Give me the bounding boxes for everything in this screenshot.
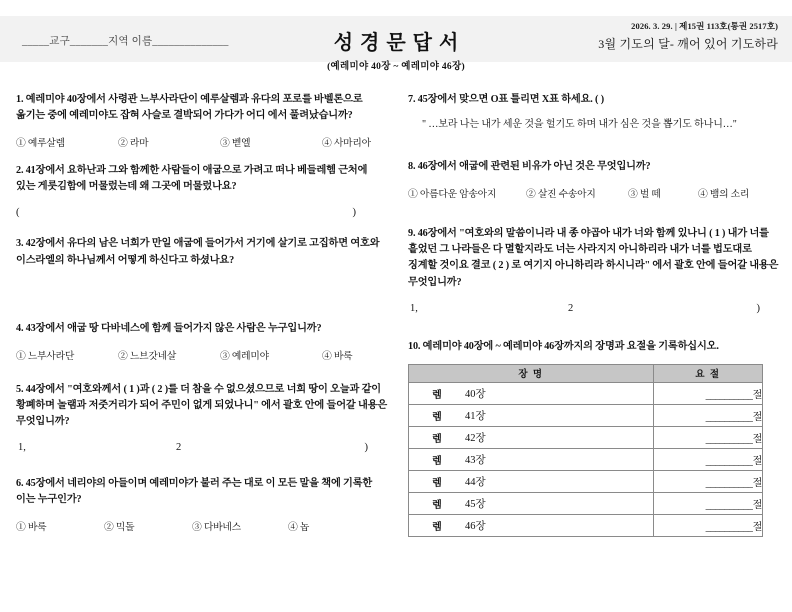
question-6-choice-1[interactable]: ① 바룩: [16, 522, 47, 534]
table-cell-chapter[interactable]: [409, 426, 654, 448]
table-cell-chapter-number: 42장: [465, 432, 486, 444]
page-subtitle-scripture-range: (예레미야 40장 ~ 예레미야 46장): [327, 62, 465, 72]
question-5: [16, 382, 388, 456]
question-6-choice-3[interactable]: ③ 다바네스: [192, 522, 241, 534]
question-5-answer-field[interactable]: [16, 442, 368, 456]
question-6-text: 6. 45장에서 네리야의 아들이며 예레미야가 불러 주는 대로 이 모든 말을 책에 기록한 이는 누구인가?: [16, 478, 373, 506]
question-6-choice-2[interactable]: ② 믹돌: [104, 522, 135, 534]
table-cell-verse-blank[interactable]: __________절: [654, 492, 763, 514]
student-info-fields: _____교구_______지역 이름______________: [22, 36, 229, 47]
issue-metadata: [598, 20, 778, 52]
table-row: [409, 448, 763, 470]
right-question-column: [408, 92, 780, 541]
table-row: [409, 382, 763, 404]
question-8-choice-2[interactable]: ② 살진 수송아지: [526, 189, 596, 201]
question-2-paren-close: ): [352, 207, 356, 219]
question-7-scripture-quote: " …보라 나는 내가 세운 것을 헐기도 하며 내가 심은 것을 뽑기도 하나니…": [422, 119, 737, 131]
question-8: [408, 159, 780, 200]
page-header: [0, 0, 792, 80]
table-cell-chapter-number: 44장: [465, 476, 486, 488]
chapter-verse-table-wrapper: [408, 364, 780, 537]
table-cell-verse-blank[interactable]: __________절: [654, 382, 763, 404]
table-header-key-verse: 요 절: [654, 364, 763, 382]
table-row: [409, 426, 763, 448]
question-4-text: 4. 43장에서 애굽 땅 다바네스에 함께 들어가지 않은 사람은 누구입니까?: [16, 322, 322, 334]
question-1-choice-2[interactable]: ② 라마: [118, 138, 149, 150]
question-5-blank-2: 2: [176, 442, 182, 454]
table-cell-book-abbrev: 렘: [432, 521, 442, 533]
question-2-paren-open: (: [16, 207, 20, 219]
question-6: [16, 476, 388, 533]
table-cell-chapter-number: 45장: [465, 498, 486, 510]
table-cell-verse-blank[interactable]: __________절: [654, 470, 763, 492]
question-9-paren-close: ): [756, 302, 760, 314]
table-cell-verse-blank[interactable]: __________절: [654, 404, 763, 426]
question-9-text: 9. 46장에서 "여호와의 말씀이니라 내 종 야곱아 내가 너와 함께 있나니 ( 1 ) 내가 너를 흩었던 그 나라들은 다 멸할지라도 너는 사라지지 아니하리라 내가 너를 법도대로 징계할 것이요 결코 ( 2 ) 로 여기지 아니하리라 하시니라" 에서 괄호 안에 들어갈 내용은 무엇입니까?: [408, 228, 779, 288]
table-cell-book-abbrev: 렘: [432, 411, 442, 423]
table-cell-chapter-number: 41장: [465, 410, 486, 422]
question-3: [16, 236, 388, 268]
issue-date-and-number: 2026. 3. 29. | 제15권 113호(통권 2517호): [631, 21, 778, 31]
table-row: [409, 492, 763, 514]
table-cell-verse-blank[interactable]: __________절: [654, 514, 763, 536]
table-cell-verse-blank[interactable]: __________절: [654, 448, 763, 470]
table-cell-chapter[interactable]: [409, 492, 654, 514]
table-row: [409, 404, 763, 426]
question-9: [408, 226, 780, 316]
question-8-choice-4[interactable]: ④ 뱀의 소리: [698, 189, 750, 201]
question-9-blank-1: 1,: [410, 302, 418, 314]
question-7: [408, 92, 780, 133]
question-4-choice-1[interactable]: ① 느부사라단: [16, 350, 75, 362]
question-7-text: 7. 45장에서 맞으면 O표 틀리면 X표 하세요. ( ): [408, 94, 604, 105]
question-1-choices: [16, 135, 388, 149]
question-5-blank-1: 1,: [18, 442, 26, 454]
question-1-choice-4[interactable]: ④ 사마리아: [322, 138, 371, 150]
question-4-choice-2[interactable]: ② 느브갓네살: [118, 350, 177, 362]
table-cell-book-abbrev: 렘: [432, 499, 442, 511]
table-header-chapter-name: 장 명: [409, 364, 654, 382]
question-10: [408, 339, 780, 537]
question-8-choice-1[interactable]: ① 아름다운 암송아지: [408, 189, 497, 201]
table-cell-chapter[interactable]: [409, 470, 654, 492]
table-cell-book-abbrev: 렘: [432, 433, 442, 445]
table-cell-chapter-number: 40장: [465, 388, 486, 400]
question-2-answer-field[interactable]: [16, 207, 356, 218]
question-4-choices: [16, 348, 388, 362]
table-cell-chapter[interactable]: [409, 448, 654, 470]
question-4-choice-3[interactable]: ③ 예레미야: [220, 350, 269, 362]
table-cell-verse-blank[interactable]: __________절: [654, 426, 763, 448]
question-2: [16, 163, 388, 218]
table-cell-book-abbrev: 렘: [432, 389, 442, 401]
table-body: [409, 382, 763, 536]
table-cell-book-abbrev: 렘: [432, 455, 442, 467]
question-2-text: 2. 41장에서 요하난과 그와 함께한 사람들이 애굽으로 가려고 떠나 베들레헴 근처에 있는 게룻김함에 머물렀는데 왜 그곳에 머물렀나요?: [16, 165, 368, 193]
table-cell-chapter-number: 43장: [465, 454, 486, 466]
question-1-choice-3[interactable]: ③ 벧엘: [220, 138, 251, 150]
table-cell-chapter[interactable]: [409, 382, 654, 404]
question-1-text: 1. 예레미야 40장에서 사령관 느부사라단이 예루살렘과 유다의 포로를 바벨론으로 옮기는 중에 예레미야도 잡혀 사슬로 결박되어 가다가 어디 에서 풀려났습니까?: [16, 94, 363, 122]
question-5-text: 5. 44장에서 "여호와께서 ( 1 )과 ( 2 )를 더 참을 수 없으셨으므로 너희 땅이 오늘과 같이 황폐하며 놀램과 저줏거리가 되어 주민이 없게 되었나니" 에서 괄호 안에 들어갈 내용은 무엇입니까?: [16, 383, 388, 427]
question-6-choice-4[interactable]: ④ 놉: [288, 522, 310, 534]
question-1-choice-1[interactable]: ① 예루살렘: [16, 138, 65, 150]
question-6-choices: [16, 519, 388, 533]
question-3-text: 3. 42장에서 유다의 남은 너희가 만일 애굽에 들어가서 거기에 살기로 고집하면 여호와 이스라엘의 하나님께서 어떻게 하신다고 하셨나요?: [16, 238, 380, 266]
question-8-choices: [408, 186, 780, 200]
monthly-theme: 3월 기도의 달- 깨어 있어 기도하라: [598, 37, 778, 51]
question-9-answer-field[interactable]: [408, 303, 760, 317]
chapter-verse-table: [408, 364, 763, 537]
question-5-paren-close: ): [364, 442, 368, 454]
table-cell-chapter[interactable]: [409, 514, 654, 536]
question-8-text: 8. 46장에서 애굽에 관련된 비유가 아닌 것은 무엇입니까?: [408, 161, 651, 173]
question-1: [16, 92, 388, 149]
table-cell-chapter[interactable]: [409, 404, 654, 426]
left-question-column: [16, 92, 388, 537]
question-4: [16, 321, 388, 362]
question-10-text: 10. 예레미야 40장에 ~ 예레미야 46장까지의 장명과 요절을 기록하십시오.: [408, 340, 719, 352]
question-9-blank-2: 2: [568, 302, 574, 314]
question-8-choice-3[interactable]: ③ 벌 떼: [628, 189, 661, 201]
table-row: [409, 514, 763, 536]
question-4-choice-4[interactable]: ④ 바룩: [322, 350, 353, 362]
table-row: [409, 470, 763, 492]
page-title: 성경문답서: [333, 32, 466, 54]
table-cell-chapter-number: 46장: [465, 520, 486, 532]
table-cell-book-abbrev: 렘: [432, 477, 442, 489]
table-header-row: [409, 364, 763, 382]
